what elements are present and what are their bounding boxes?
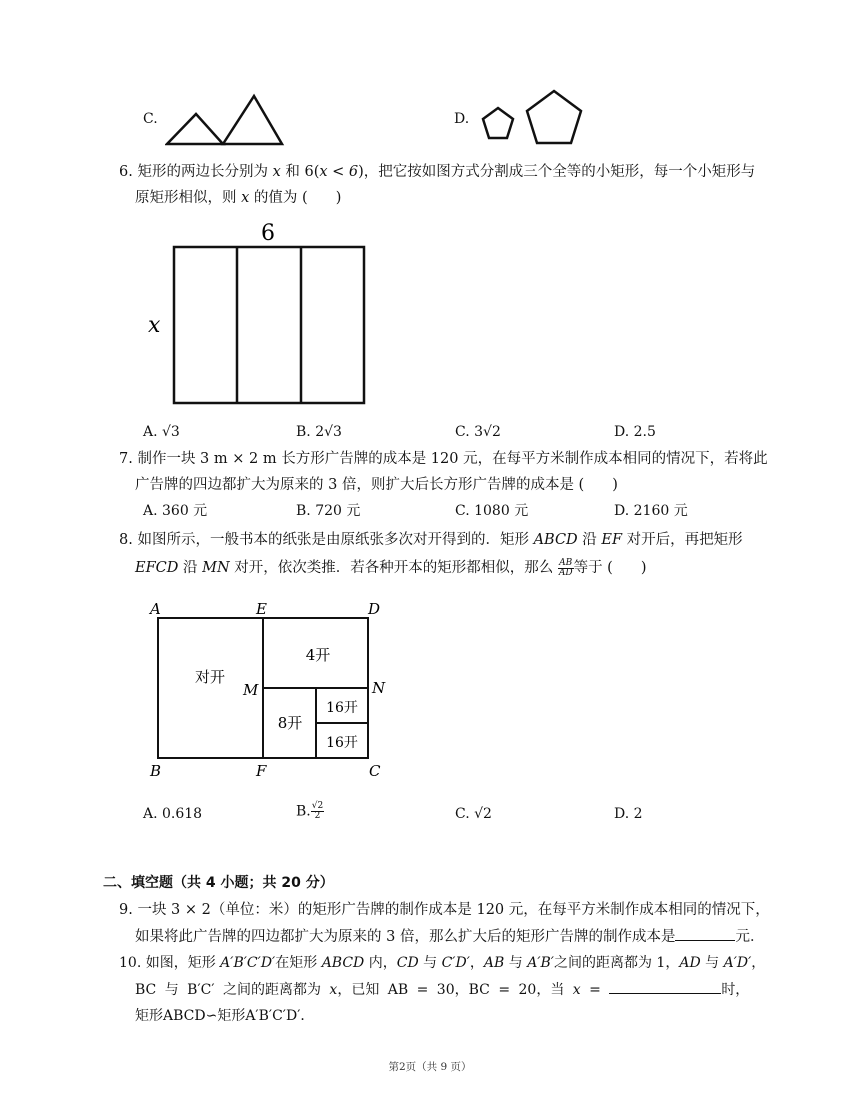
q9-line2: 如果将此广告牌的四边都扩大为原来的 3 倍，那么扩大后的矩形广告牌的制作成本是 元． bbox=[135, 926, 764, 947]
q8-region-8kai: 8开 bbox=[277, 714, 303, 732]
q8-label-b: B bbox=[150, 762, 162, 780]
q10-line3: 矩形ABCD∽矩形A′B′C′D′． bbox=[135, 1008, 315, 1024]
q7-line2: 广告牌的四边都扩大为原来的 3 倍，则扩大后长方形广告牌的成本是 ( ) bbox=[135, 477, 618, 493]
q5-option-c-triangles bbox=[165, 92, 285, 148]
q6-line1: 6. 矩形的两边长分别为 x 和 6(x < 6)，把它按如图方式分割成三个全等的小矩形，每一个小矩形与 bbox=[119, 164, 756, 180]
q10-line1: 10. 如图，矩形 A′B′C′D′在矩形 ABCD 内，CD 与 C′D′，AB 与 A′B′之间的距离都为 1，AD 与 A′D′， bbox=[119, 955, 766, 971]
q9-answer-blank[interactable] bbox=[675, 926, 735, 941]
q8-line2: EFCD 沿 MN 对开，依次类推．若各种开本的矩形都相似，那么 $\frac{AB}{AD}$ 等于 ( ) bbox=[135, 557, 647, 578]
q7-option-b: B. 720 元 bbox=[296, 503, 361, 519]
q8-region-16kai-2: 16开 bbox=[326, 735, 358, 751]
q9-line1: 9. 一块 3 × 2（单位：米）的矩形广告牌的制作成本是 120 元，在每平方米制作成本相同的情况下， bbox=[119, 902, 770, 918]
q8-line1: 8. 如图所示，一般书本的纸张是由原纸张多次对开得到的．矩形 ABCD 沿 EF 对开后，再把矩形 bbox=[119, 532, 743, 548]
q6-outer-rectangle bbox=[174, 247, 364, 403]
q6-option-c: C. 3√2 bbox=[455, 424, 501, 440]
section-title-fill-in: 二、填空题（共 4 小题；共 20 分） bbox=[103, 875, 334, 891]
q8-option-d: D. 2 bbox=[614, 806, 643, 822]
q8-label-m: M bbox=[243, 681, 259, 699]
q8-label-d: D bbox=[368, 600, 381, 618]
q6-line2: 原矩形相似，则 x 的值为 ( ) bbox=[135, 190, 342, 206]
q10-line2: BC 与 B′C′ 之间的距离都为 x，已知 AB = 30，BC = 20，当 x = 时， bbox=[135, 979, 749, 1000]
q7-option-a: A. 360 元 bbox=[143, 503, 208, 519]
q8-label-f: F bbox=[256, 762, 267, 780]
q8-label-n: N bbox=[372, 679, 386, 697]
q8-option-b: B. $\frac{√2}{2}$ bbox=[296, 801, 324, 821]
q8-option-c: C. √2 bbox=[455, 806, 492, 822]
q5-option-d-label: D. bbox=[454, 111, 470, 127]
q6-top-label: 6 bbox=[261, 221, 275, 246]
q8-label-e: E bbox=[256, 600, 267, 618]
q7-option-d: D. 2160 元 bbox=[614, 503, 688, 519]
q6-side-label: x bbox=[148, 313, 161, 338]
q8-figure bbox=[140, 594, 400, 784]
q6-option-d: D. 2.5 bbox=[614, 424, 656, 440]
q8-label-a: A bbox=[150, 600, 161, 618]
q6-figure bbox=[140, 214, 380, 410]
q8-option-a: A. 0.618 bbox=[143, 806, 203, 822]
q7-option-c: C. 1080 元 bbox=[455, 503, 529, 519]
q8-region-16kai-1: 16开 bbox=[326, 700, 358, 716]
q6-option-a: A. √3 bbox=[143, 424, 180, 440]
q8-label-c: C bbox=[369, 762, 381, 780]
q5-option-d-pentagons bbox=[478, 86, 588, 150]
q8-fraction: $\frac{AB}{AD}$ bbox=[558, 557, 573, 578]
q5-option-c-label: C. bbox=[143, 111, 158, 127]
q8-region-4kai: 4开 bbox=[305, 646, 331, 664]
q10-answer-blank[interactable] bbox=[609, 979, 721, 994]
q8-region-duikai: 对开 bbox=[194, 668, 226, 686]
q6-option-b: B. 2√3 bbox=[296, 424, 342, 440]
page-footer: 第2页（共 9 页） bbox=[388, 1061, 472, 1073]
q7-line1: 7. 制作一块 3 m × 2 m 长方形广告牌的成本是 120 元，在每平方米制作成本相同的情况下，若将此 bbox=[119, 451, 768, 467]
